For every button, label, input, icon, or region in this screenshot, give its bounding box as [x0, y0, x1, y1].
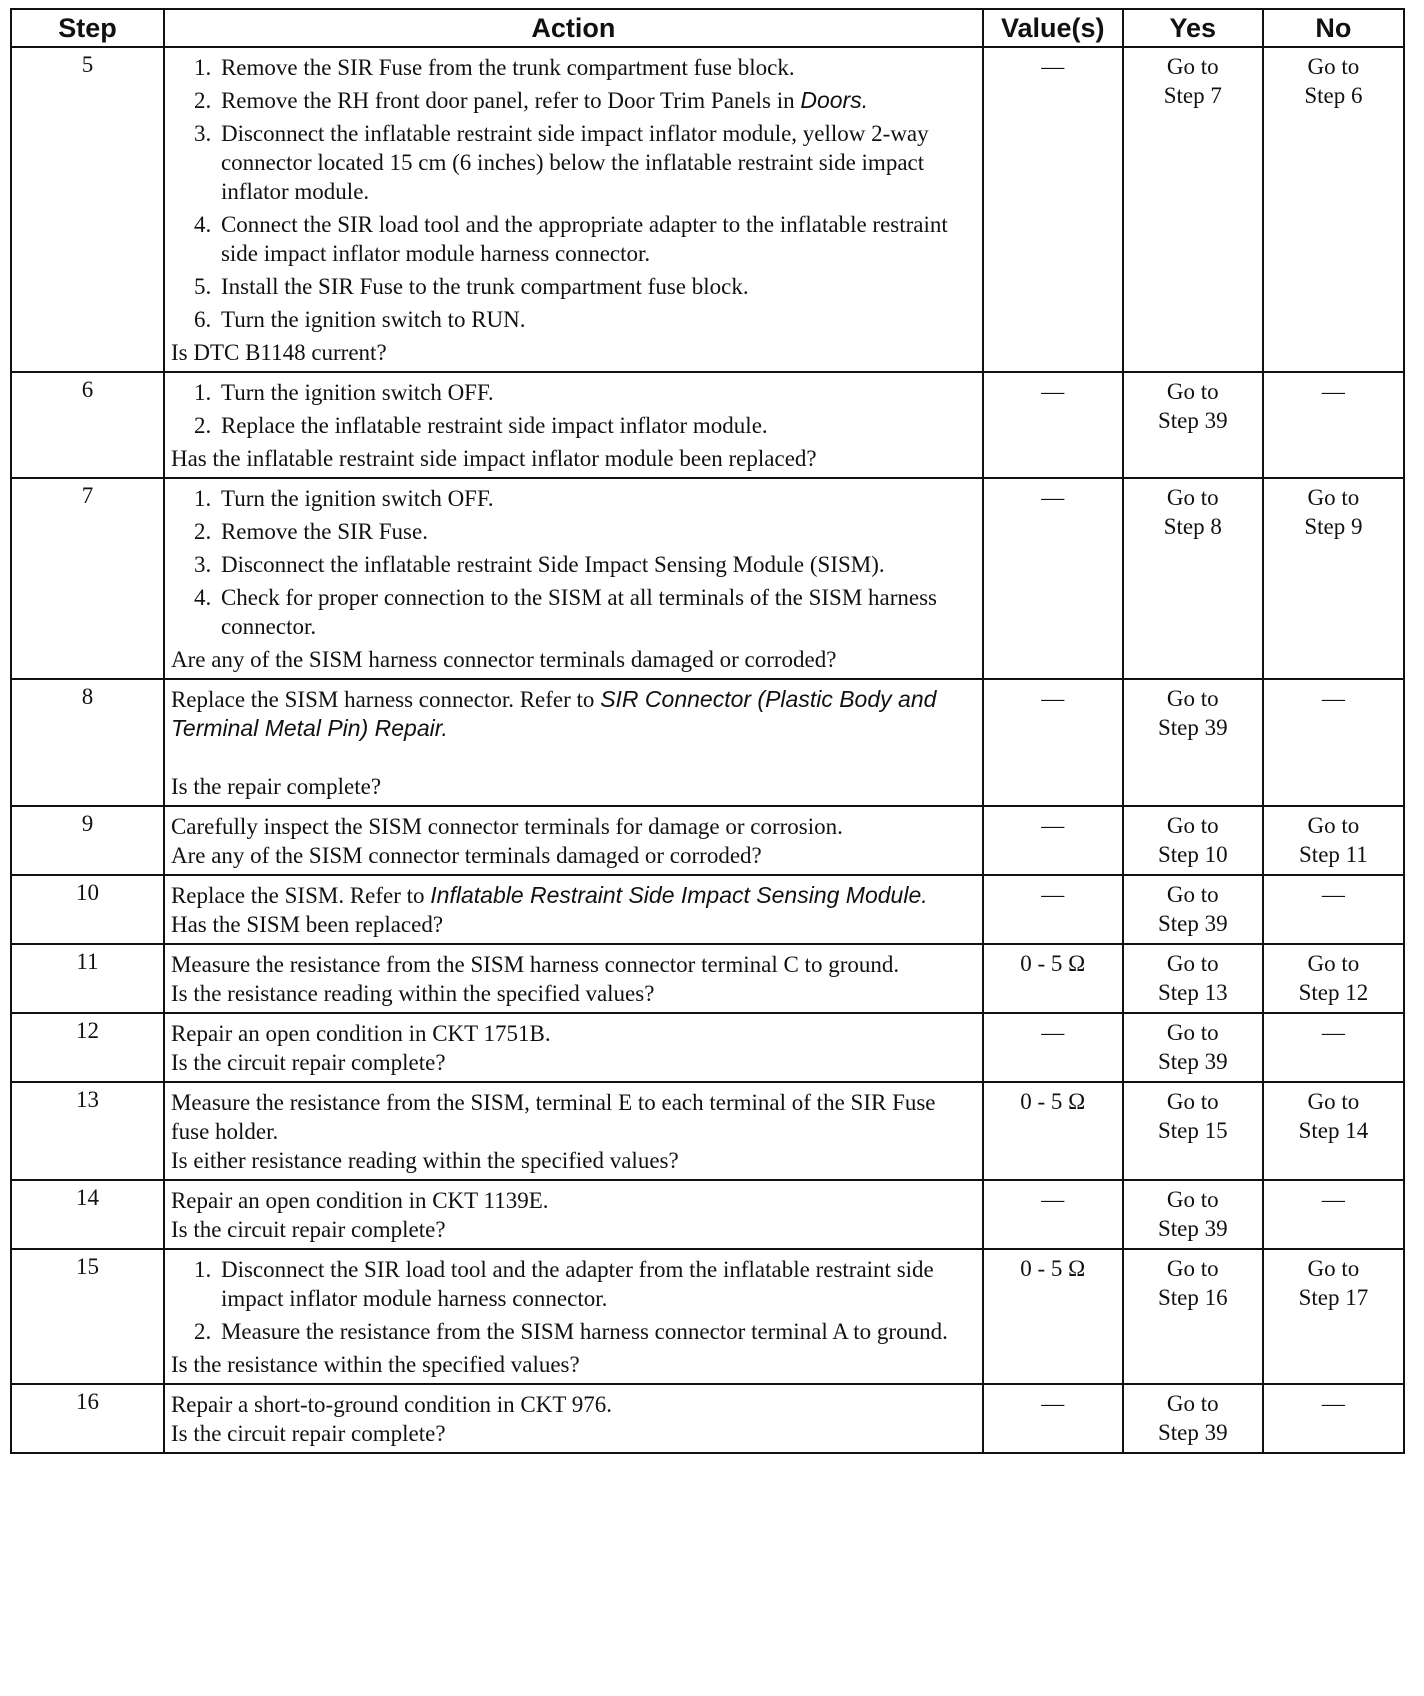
item-text: Check for proper connection to the SISM at all terminals of the SISM harness connector. — [220, 585, 938, 639]
action-cell — [164, 679, 983, 806]
item-number: 5. — [193, 274, 212, 299]
step-number: 15 — [11, 1249, 164, 1384]
question-text: Are any of the SISM harness connector terminals damaged or corroded? — [170, 647, 837, 672]
list-item — [171, 378, 976, 407]
blank-line — [171, 743, 976, 772]
question-text: Is either resistance reading within the specified values? — [170, 1148, 679, 1173]
step-number: 7 — [11, 478, 164, 679]
reference-link[interactable]: SIR Connector (Plastic Body and Terminal Metal Pin) Repair. — [170, 686, 937, 741]
item-number: 2. — [193, 1319, 212, 1344]
action-text: Measure the resistance from the SISM, terminal E to each terminal of the SIR Fuse fuse holder. — [170, 1090, 936, 1144]
list-item — [171, 210, 976, 268]
table-row — [11, 1180, 1404, 1249]
no-cell: — — [1263, 1180, 1404, 1249]
item-text: Turn the ignition switch OFF. — [220, 486, 494, 511]
value-cell: 0 - 5 Ω — [983, 1082, 1123, 1180]
item-number: 2. — [193, 413, 212, 438]
list-item — [171, 484, 976, 513]
action-text: Carefully inspect the SISM connector terminals for damage or corrosion. — [170, 814, 843, 839]
table-row — [11, 679, 1404, 806]
item-text: Remove the SIR Fuse. — [220, 519, 428, 544]
item-number: 4. — [193, 585, 212, 610]
action-cell — [164, 1249, 983, 1384]
question-text: Is the resistance within the specified values? — [170, 1352, 580, 1377]
action-text: Measure the resistance from the SISM harness connector terminal C to ground. — [170, 952, 900, 977]
step-number: 13 — [11, 1082, 164, 1180]
item-number: 3. — [193, 121, 212, 146]
question-text: Is the circuit repair complete? — [170, 1421, 446, 1446]
table-row — [11, 806, 1404, 875]
item-text: Disconnect the inflatable restraint Side Impact Sensing Module (SISM). — [220, 552, 885, 577]
item-text: Disconnect the SIR load tool and the adapter from the inflatable restraint side impact inflator module harness connector. — [220, 1257, 934, 1311]
value-cell: 0 - 5 Ω — [983, 944, 1123, 1013]
yes-cell: Go to Step 39 — [1123, 1180, 1263, 1249]
item-number: 1. — [193, 55, 212, 80]
header-row — [11, 9, 1404, 47]
question-text: Is the circuit repair complete? — [170, 1050, 446, 1075]
question-text: Has the inflatable restraint side impact inflator module been replaced? — [170, 446, 817, 471]
no-cell: — — [1263, 679, 1404, 806]
header-yes: Yes — [1123, 9, 1263, 47]
action-cell — [164, 1384, 983, 1453]
list-item — [171, 583, 976, 641]
action-cell — [164, 806, 983, 875]
list-item — [171, 305, 976, 334]
yes-cell: Go to Step 8 — [1123, 478, 1263, 679]
table-row — [11, 875, 1404, 944]
yes-cell: Go to Step 39 — [1123, 372, 1263, 478]
question-text: Has the SISM been replaced? — [170, 912, 444, 937]
table-row — [11, 1082, 1404, 1180]
action-text: Repair an open condition in CKT 1751B. — [170, 1021, 551, 1046]
question-text: Is DTC B1148 current? — [170, 340, 387, 365]
value-cell: — — [983, 1013, 1123, 1082]
action-cell — [164, 1082, 983, 1180]
action-list — [171, 378, 976, 440]
action-text: Repair an open condition in CKT 1139E. — [170, 1188, 549, 1213]
no-cell: Go to Step 6 — [1263, 47, 1404, 372]
list-item — [171, 53, 976, 82]
item-number: 1. — [193, 380, 212, 405]
step-number: 9 — [11, 806, 164, 875]
item-number: 1. — [193, 1257, 212, 1282]
action-text: Replace the SISM harness connector. Refer to — [170, 687, 601, 712]
action-cell — [164, 944, 983, 1013]
step-number: 12 — [11, 1013, 164, 1082]
no-cell: — — [1263, 1384, 1404, 1453]
value-cell: — — [983, 1384, 1123, 1453]
yes-cell: Go to Step 16 — [1123, 1249, 1263, 1384]
step-number: 6 — [11, 372, 164, 478]
yes-cell: Go to Step 39 — [1123, 1384, 1263, 1453]
list-item — [171, 86, 976, 115]
yes-cell: Go to Step 15 — [1123, 1082, 1263, 1180]
list-item — [171, 1317, 976, 1346]
item-number: 6. — [193, 307, 212, 332]
item-text: Connect the SIR load tool and the appropriate adapter to the inflatable restraint side impact inflator module harness connector. — [220, 212, 948, 266]
step-number: 5 — [11, 47, 164, 372]
question-text: Is the circuit repair complete? — [170, 1217, 446, 1242]
action-list — [171, 484, 976, 641]
item-text: Disconnect the inflatable restraint side impact inflator module, yellow 2-way connector located 15 cm (6 inches) below the inflatable restraint side impact inflator module. — [220, 121, 929, 204]
list-item — [171, 517, 976, 546]
item-text: Install the SIR Fuse to the trunk compartment fuse block. — [220, 274, 749, 299]
no-cell: — — [1263, 372, 1404, 478]
header-no: No — [1263, 9, 1404, 47]
header-step: Step — [11, 9, 164, 47]
yes-cell: Go to Step 39 — [1123, 1013, 1263, 1082]
action-cell — [164, 875, 983, 944]
item-number: 4. — [193, 212, 212, 237]
diagnostic-table — [10, 8, 1405, 1454]
table-row — [11, 944, 1404, 1013]
action-cell — [164, 1013, 983, 1082]
item-text: Replace the inflatable restraint side impact inflator module. — [220, 413, 768, 438]
action-cell — [164, 47, 983, 372]
step-number: 10 — [11, 875, 164, 944]
yes-cell: Go to Step 7 — [1123, 47, 1263, 372]
list-item — [171, 411, 976, 440]
yes-cell: Go to Step 39 — [1123, 679, 1263, 806]
action-text: Repair a short-to-ground condition in CKT 976. — [170, 1392, 612, 1417]
action-cell — [164, 1180, 983, 1249]
table-row — [11, 1384, 1404, 1453]
header-action: Action — [164, 9, 983, 47]
table-row — [11, 372, 1404, 478]
header-values: Value(s) — [983, 9, 1123, 47]
step-number: 11 — [11, 944, 164, 1013]
value-cell: — — [983, 679, 1123, 806]
action-cell — [164, 478, 983, 679]
value-cell: — — [983, 47, 1123, 372]
no-cell: Go to Step 11 — [1263, 806, 1404, 875]
step-number: 14 — [11, 1180, 164, 1249]
action-list — [171, 53, 976, 334]
diagnostic-table-page — [10, 8, 1405, 1454]
question-text: Is the resistance reading within the specified values? — [170, 981, 655, 1006]
question-text: Are any of the SISM connector terminals damaged or corroded? — [170, 843, 762, 868]
no-cell: Go to Step 9 — [1263, 478, 1404, 679]
question-text: Is the repair complete? — [170, 774, 382, 799]
step-number: 16 — [11, 1384, 164, 1453]
item-number: 2. — [193, 88, 212, 113]
item-text: Remove the RH front door panel, refer to Door Trim Panels in — [220, 88, 801, 113]
item-number: 1. — [193, 486, 212, 511]
no-cell: Go to Step 17 — [1263, 1249, 1404, 1384]
table-row — [11, 1013, 1404, 1082]
no-cell: Go to Step 14 — [1263, 1082, 1404, 1180]
table-row — [11, 47, 1404, 372]
value-cell: — — [983, 372, 1123, 478]
action-cell — [164, 372, 983, 478]
value-cell: — — [983, 806, 1123, 875]
step-number: 8 — [11, 679, 164, 806]
reference-link[interactable]: Inflatable Restraint Side Impact Sensing Module. — [430, 882, 928, 908]
reference-link[interactable]: Doors. — [800, 87, 869, 113]
item-number: 3. — [193, 552, 212, 577]
no-cell: — — [1263, 1013, 1404, 1082]
value-cell: — — [983, 478, 1123, 679]
item-text: Turn the ignition switch OFF. — [220, 380, 494, 405]
value-cell: — — [983, 1180, 1123, 1249]
item-text: Measure the resistance from the SISM harness connector terminal A to ground. — [220, 1319, 948, 1344]
action-text: Replace the SISM. Refer to — [170, 883, 431, 908]
table-row — [11, 478, 1404, 679]
list-item — [171, 272, 976, 301]
list-item — [171, 1255, 976, 1313]
list-item — [171, 550, 976, 579]
yes-cell: Go to Step 13 — [1123, 944, 1263, 1013]
item-number: 2. — [193, 519, 212, 544]
item-text: Remove the SIR Fuse from the trunk compartment fuse block. — [220, 55, 795, 80]
value-cell: 0 - 5 Ω — [983, 1249, 1123, 1384]
list-item — [171, 119, 976, 206]
value-cell: — — [983, 875, 1123, 944]
yes-cell: Go to Step 10 — [1123, 806, 1263, 875]
no-cell: Go to Step 12 — [1263, 944, 1404, 1013]
yes-cell: Go to Step 39 — [1123, 875, 1263, 944]
item-text: Turn the ignition switch to RUN. — [220, 307, 526, 332]
action-list — [171, 1255, 976, 1346]
table-row — [11, 1249, 1404, 1384]
no-cell: — — [1263, 875, 1404, 944]
